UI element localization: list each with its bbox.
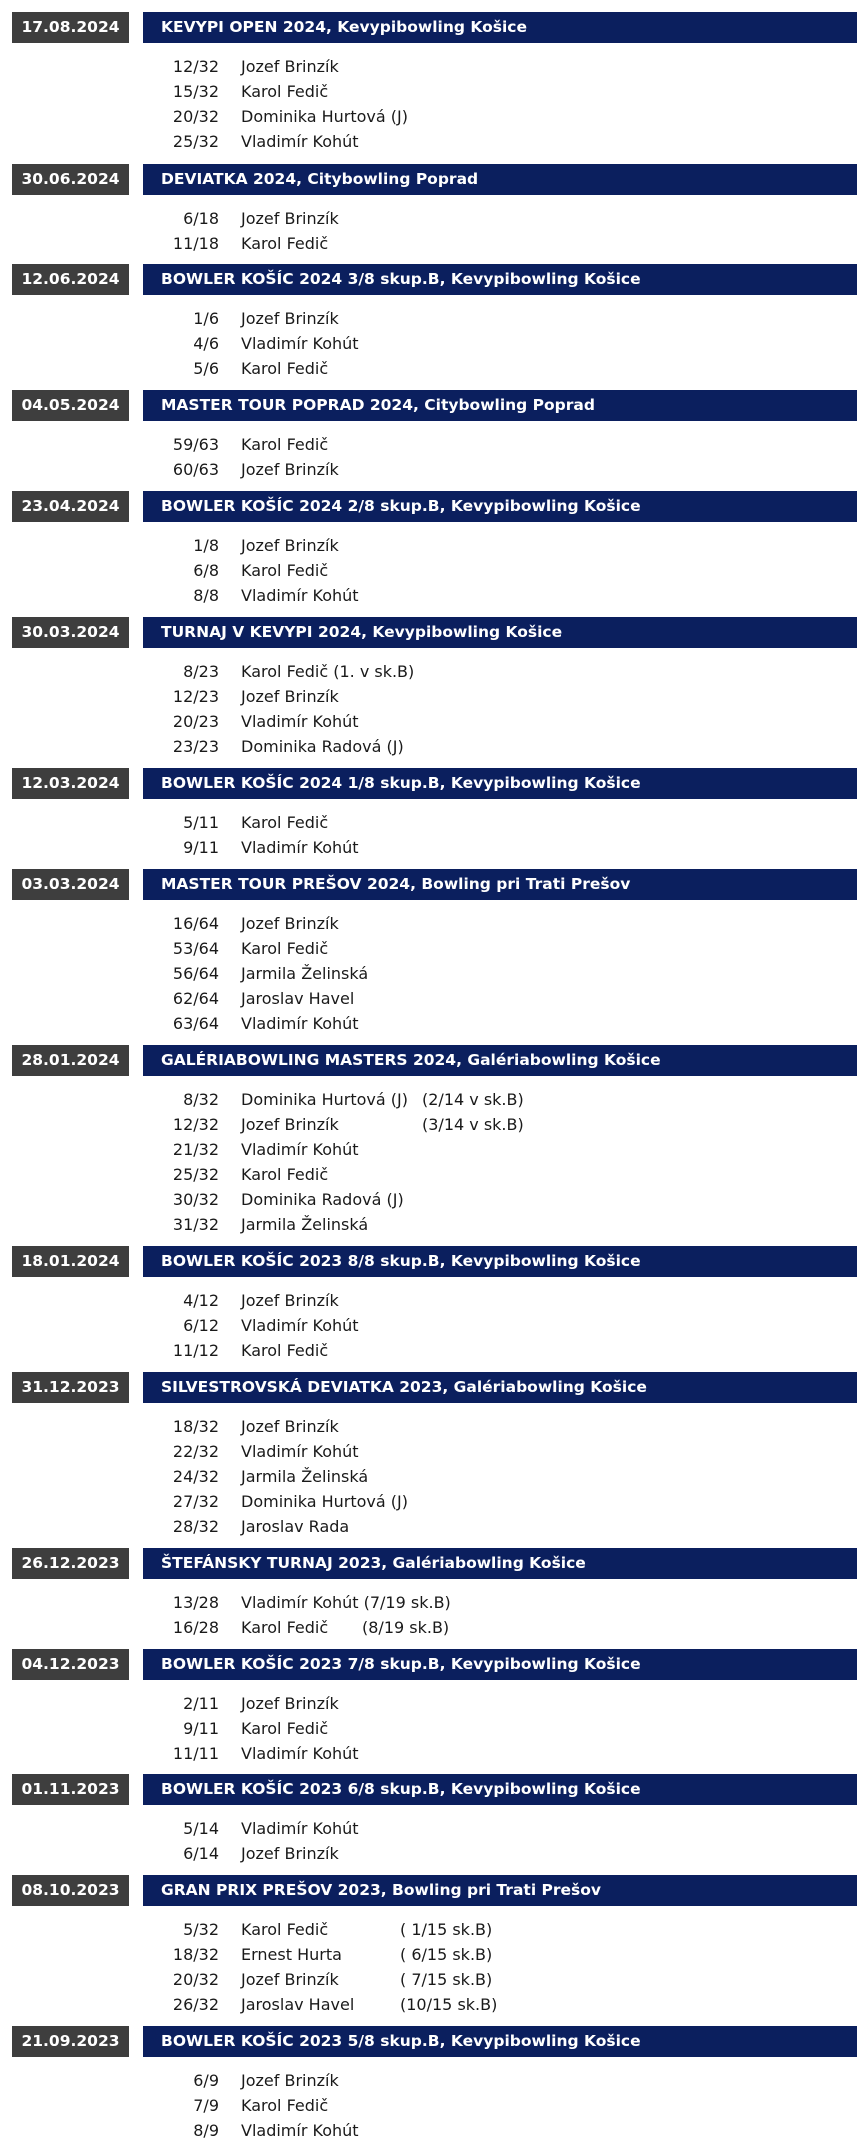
event-date: 21.09.2023 (12, 2026, 129, 2057)
result-player: Vladimír Kohút (241, 712, 359, 731)
result-row (0, 1917, 860, 1942)
results-list (0, 1288, 860, 1363)
result-place: 20/23 (172, 712, 219, 731)
event-date: 08.10.2023 (12, 1875, 129, 1906)
result-place: 21/32 (172, 1140, 219, 1159)
event-header (0, 617, 860, 648)
event-title: GRAN PRIX PREŠOV 2023, Bowling pri Trati Prešov (143, 1875, 857, 1906)
result-place: 12/32 (172, 1115, 219, 1134)
event-date: 04.12.2023 (12, 1649, 129, 1680)
result-place: 6/9 (193, 2071, 219, 2090)
event-header (0, 1649, 860, 1680)
event-header (0, 2026, 860, 2057)
result-row (0, 1162, 860, 1187)
result-place: 8/8 (193, 586, 219, 605)
result-place: 59/63 (172, 435, 219, 454)
result-player: Vladimír Kohút (241, 586, 359, 605)
result-player: Jozef Brinzík (241, 1844, 339, 1863)
event-date: 31.12.2023 (12, 1372, 129, 1403)
result-player: Jozef Brinzík (241, 1417, 339, 1436)
results-list (0, 1816, 860, 1866)
result-place: 5/11 (183, 813, 219, 832)
result-place: 20/32 (172, 107, 219, 126)
result-place: 60/63 (172, 460, 219, 479)
result-place: 16/28 (172, 1618, 219, 1637)
event-title: BOWLER KOŠÍC 2024 3/8 skup.B, Kevypibowling Košice (143, 264, 857, 295)
result-place: 7/9 (193, 2096, 219, 2115)
event-title: BOWLER KOŠÍC 2023 7/8 skup.B, Kevypibowling Košice (143, 1649, 857, 1680)
result-place: 31/32 (172, 1215, 219, 1234)
event-title: ŠTEFÁNSKY TURNAJ 2023, Galériabowling Košice (143, 1548, 857, 1579)
event-date: 30.03.2024 (12, 617, 129, 648)
result-player: Jozef Brinzík (241, 309, 339, 328)
event-header (0, 1246, 860, 1277)
result-player: Vladimír Kohút (241, 2121, 359, 2140)
result-row (0, 709, 860, 734)
result-place: 6/12 (183, 1316, 219, 1335)
event-date: 23.04.2024 (12, 491, 129, 522)
event-title: SILVESTROVSKÁ DEVIATKA 2023, Galériabowling Košice (143, 1372, 857, 1403)
result-row (0, 1741, 860, 1766)
result-player: Dominika Radová (J) (241, 737, 404, 756)
results-list (0, 1414, 860, 1539)
result-player: Karol Fedič (241, 2096, 329, 2115)
result-player: Dominika Hurtová (J) (241, 1492, 408, 1511)
event-header (0, 390, 860, 421)
result-place: 6/14 (183, 1844, 219, 1863)
result-row (0, 936, 860, 961)
result-row (0, 533, 860, 558)
result-player: Karol Fedič (241, 359, 329, 378)
event-title: KEVYPI OPEN 2024, Kevypibowling Košice (143, 12, 857, 43)
result-player: Vladimír Kohút (241, 1819, 359, 1838)
result-player: Jaroslav Havel (241, 1995, 355, 2014)
result-player: Dominika Hurtová (J) (241, 107, 408, 126)
event-title: BOWLER KOŠÍC 2023 5/8 skup.B, Kevypibowling Košice (143, 2026, 857, 2057)
result-place: 18/32 (172, 1945, 219, 1964)
result-row (0, 457, 860, 482)
results-list (0, 659, 860, 759)
event-date: 04.05.2024 (12, 390, 129, 421)
result-place: 9/11 (183, 1719, 219, 1738)
result-row (0, 1212, 860, 1237)
result-place: 20/32 (172, 1970, 219, 1989)
result-player: Jozef Brinzík (241, 460, 339, 479)
result-row (0, 659, 860, 684)
result-player: Karol Fedič (241, 1920, 329, 1939)
result-place: 16/64 (172, 914, 219, 933)
result-place: 6/18 (183, 209, 219, 228)
result-player: Dominika Hurtová (J) (241, 1090, 408, 1109)
event-date: 30.06.2024 (12, 164, 129, 195)
result-place: 1/8 (193, 536, 219, 555)
result-player: Vladimír Kohút (241, 838, 359, 857)
result-row (0, 1313, 860, 1338)
results-list (0, 206, 860, 256)
event-header (0, 12, 860, 43)
event-header (0, 1875, 860, 1906)
result-place: 1/6 (193, 309, 219, 328)
result-place: 11/11 (172, 1744, 219, 1763)
event-date: 28.01.2024 (12, 1045, 129, 1076)
result-place: 8/32 (183, 1090, 219, 1109)
result-row (0, 1137, 860, 1162)
event-date: 01.11.2023 (12, 1774, 129, 1805)
result-row (0, 911, 860, 936)
result-player: Jaroslav Havel (241, 989, 355, 1008)
result-row (0, 306, 860, 331)
result-player: Jozef Brinzík (241, 209, 339, 228)
result-place: 5/6 (193, 359, 219, 378)
result-row (0, 2093, 860, 2118)
result-place: 23/23 (172, 737, 219, 756)
event-header (0, 264, 860, 295)
event-title: MASTER TOUR POPRAD 2024, Citybowling Poprad (143, 390, 857, 421)
result-row (0, 79, 860, 104)
result-player: Jarmila Želinská (241, 964, 369, 983)
results-list (0, 1917, 860, 2017)
result-place: 11/12 (172, 1341, 219, 1360)
result-note: (10/15 sk.B) (400, 1995, 498, 2014)
results-list (0, 432, 860, 482)
result-player: Jozef Brinzík (241, 2071, 339, 2090)
event-header (0, 768, 860, 799)
result-row (0, 1967, 860, 1992)
result-row (0, 206, 860, 231)
result-row (0, 1288, 860, 1313)
result-player: Jozef Brinzík (241, 1291, 339, 1310)
result-player: Karol Fedič (241, 1719, 329, 1738)
result-row (0, 734, 860, 759)
result-place: 5/32 (183, 1920, 219, 1939)
result-row (0, 684, 860, 709)
result-place: 63/64 (172, 1014, 219, 1033)
results-list (0, 1691, 860, 1766)
result-row (0, 1514, 860, 1539)
result-row (0, 835, 860, 860)
result-player: Karol Fedič (241, 1618, 329, 1637)
result-place: 8/23 (183, 662, 219, 681)
result-place: 28/32 (172, 1517, 219, 1536)
result-row (0, 129, 860, 154)
result-player: Vladimír Kohút (241, 1316, 359, 1335)
result-row (0, 1590, 860, 1615)
result-row (0, 432, 860, 457)
result-place: 6/8 (193, 561, 219, 580)
result-player: Vladimír Kohút (241, 1744, 359, 1763)
result-row (0, 1716, 860, 1741)
result-player: Jozef Brinzík (241, 57, 339, 76)
result-row (0, 104, 860, 129)
result-place: 24/32 (172, 1467, 219, 1486)
result-note: (8/19 sk.B) (362, 1618, 450, 1637)
result-place: 25/32 (172, 132, 219, 151)
result-row (0, 1615, 860, 1640)
result-row (0, 810, 860, 835)
result-place: 2/11 (183, 1694, 219, 1713)
results-list (0, 1590, 860, 1640)
result-place: 62/64 (172, 989, 219, 1008)
result-player: Vladimír Kohút (241, 334, 359, 353)
result-note: (2/14 v sk.B) (422, 1090, 524, 1109)
result-player: Jaroslav Rada (241, 1517, 350, 1536)
result-row (0, 2068, 860, 2093)
result-player: Vladimír Kohút (241, 132, 359, 151)
result-row (0, 1011, 860, 1036)
event-header (0, 1045, 860, 1076)
event-title: BOWLER KOŠÍC 2023 6/8 skup.B, Kevypibowling Košice (143, 1774, 857, 1805)
result-place: 11/18 (172, 234, 219, 253)
results-list (0, 911, 860, 1036)
result-place: 56/64 (172, 964, 219, 983)
result-place: 12/32 (172, 57, 219, 76)
result-place: 13/28 (172, 1593, 219, 1612)
result-player: Karol Fedič (241, 234, 329, 253)
result-player: Karol Fedič (241, 1341, 329, 1360)
results-list (0, 810, 860, 860)
result-row (0, 54, 860, 79)
result-row (0, 331, 860, 356)
result-place: 53/64 (172, 939, 219, 958)
result-place: 4/6 (193, 334, 219, 353)
result-place: 22/32 (172, 1442, 219, 1461)
result-row (0, 558, 860, 583)
result-row (0, 1841, 860, 1866)
result-place: 5/14 (183, 1819, 219, 1838)
result-player: Jozef Brinzík (241, 1115, 339, 1134)
result-player: Ernest Hurta (241, 1945, 342, 1964)
event-date: 18.01.2024 (12, 1246, 129, 1277)
result-player: Jarmila Želinská (241, 1215, 369, 1234)
result-row (0, 1691, 860, 1716)
result-row (0, 1338, 860, 1363)
result-player: Karol Fedič (241, 1165, 329, 1184)
event-date: 03.03.2024 (12, 869, 129, 900)
result-place: 27/32 (172, 1492, 219, 1511)
result-place: 18/32 (172, 1417, 219, 1436)
result-row (0, 1087, 860, 1112)
event-date: 17.08.2024 (12, 12, 129, 43)
result-player: Vladimír Kohút (241, 1014, 359, 1033)
event-title: TURNAJ V KEVYPI 2024, Kevypibowling Košice (143, 617, 857, 648)
result-row (0, 961, 860, 986)
result-player: Jozef Brinzík (241, 914, 339, 933)
result-row (0, 986, 860, 1011)
result-row (0, 1187, 860, 1212)
result-place: 8/9 (193, 2121, 219, 2140)
event-title: MASTER TOUR PREŠOV 2024, Bowling pri Trati Prešov (143, 869, 857, 900)
results-list (0, 533, 860, 608)
event-title: GALÉRIABOWLING MASTERS 2024, Galériabowling Košice (143, 1045, 857, 1076)
result-player: Karol Fedič (241, 82, 329, 101)
result-row (0, 1816, 860, 1841)
event-title: BOWLER KOŠÍC 2024 1/8 skup.B, Kevypibowling Košice (143, 768, 857, 799)
event-date: 26.12.2023 (12, 1548, 129, 1579)
result-row (0, 231, 860, 256)
event-date: 12.06.2024 (12, 264, 129, 295)
event-title: BOWLER KOŠÍC 2024 2/8 skup.B, Kevypibowling Košice (143, 491, 857, 522)
event-date: 12.03.2024 (12, 768, 129, 799)
result-row (0, 1414, 860, 1439)
result-note: ( 6/15 sk.B) (400, 1945, 493, 1964)
result-player: Vladimír Kohút (241, 1140, 359, 1159)
result-row (0, 1112, 860, 1137)
result-player: Jozef Brinzík (241, 536, 339, 555)
result-player: Vladimír Kohút (241, 1442, 359, 1461)
result-note: ( 1/15 sk.B) (400, 1920, 493, 1939)
result-place: 15/32 (172, 82, 219, 101)
result-player: Dominika Radová (J) (241, 1190, 404, 1209)
result-player: Jozef Brinzík (241, 687, 339, 706)
result-row (0, 1942, 860, 1967)
event-header (0, 164, 860, 195)
result-player: Karol Fedič (241, 435, 329, 454)
result-player: Karol Fedič (1. v sk.B) (241, 662, 415, 681)
result-place: 26/32 (172, 1995, 219, 2014)
event-header (0, 1372, 860, 1403)
result-place: 30/32 (172, 1190, 219, 1209)
result-place: 12/23 (172, 687, 219, 706)
results-list (0, 1087, 860, 1237)
result-note: ( 7/15 sk.B) (400, 1970, 493, 1989)
result-player: Jozef Brinzík (241, 1694, 339, 1713)
result-note: (3/14 v sk.B) (422, 1115, 524, 1134)
result-place: 9/11 (183, 838, 219, 857)
event-header (0, 1774, 860, 1805)
result-place: 4/12 (183, 1291, 219, 1310)
event-title: BOWLER KOŠÍC 2023 8/8 skup.B, Kevypibowling Košice (143, 1246, 857, 1277)
results-list (0, 2068, 860, 2143)
result-row (0, 1992, 860, 2017)
result-row (0, 1464, 860, 1489)
result-player: Karol Fedič (241, 813, 329, 832)
event-title: DEVIATKA 2024, Citybowling Poprad (143, 164, 857, 195)
result-player: Jozef Brinzík (241, 1970, 339, 1989)
result-row (0, 2118, 860, 2143)
result-row (0, 1489, 860, 1514)
result-row (0, 1439, 860, 1464)
result-player: Karol Fedič (241, 561, 329, 580)
result-player: Karol Fedič (241, 939, 329, 958)
result-row (0, 583, 860, 608)
results-list (0, 306, 860, 381)
event-header (0, 869, 860, 900)
results-list (0, 54, 860, 154)
result-row (0, 356, 860, 381)
result-player: Vladimír Kohút (7/19 sk.B) (241, 1593, 451, 1612)
result-player: Jarmila Želinská (241, 1467, 369, 1486)
event-header (0, 491, 860, 522)
result-place: 25/32 (172, 1165, 219, 1184)
event-header (0, 1548, 860, 1579)
